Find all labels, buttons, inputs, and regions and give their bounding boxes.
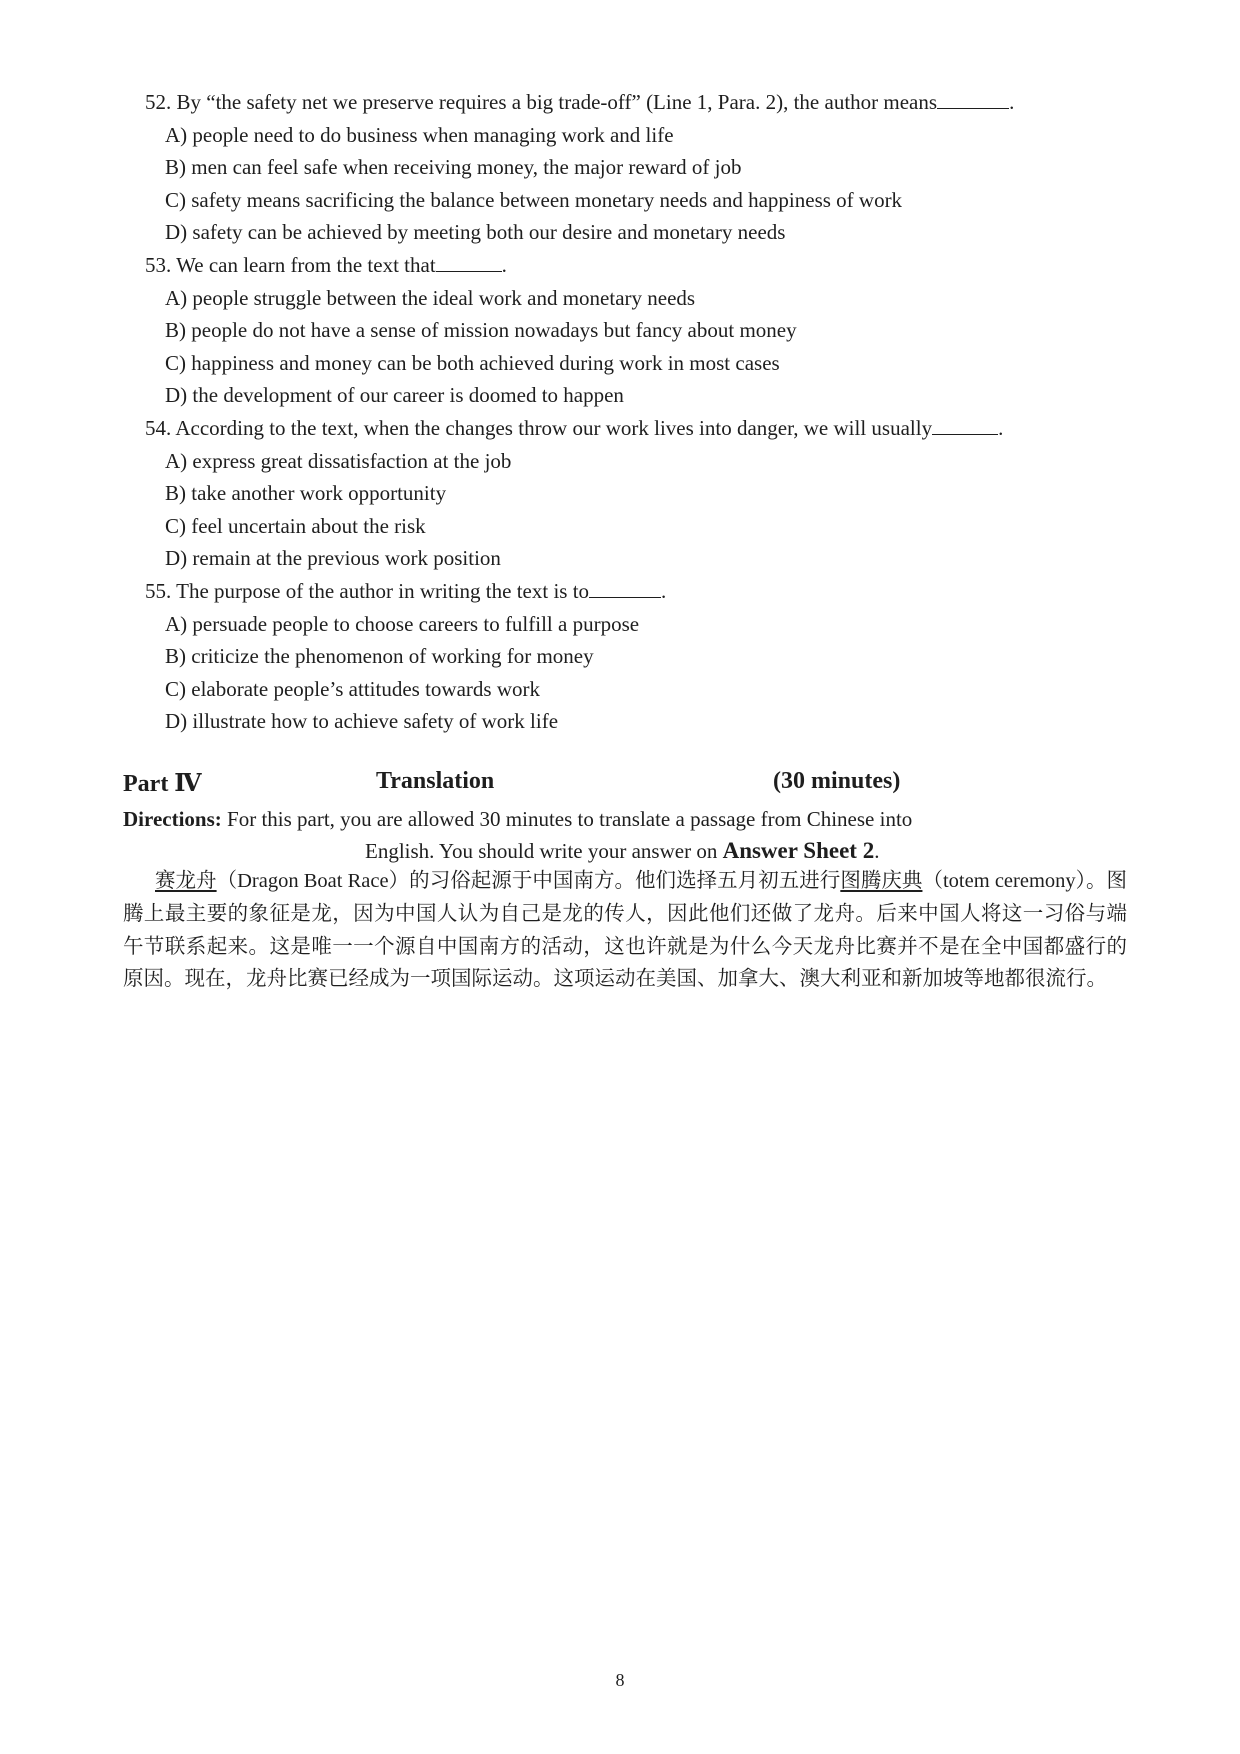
part-time: (30 minutes) [773,768,901,794]
option-a: A) people struggle between the ideal work and monetary needs [165,285,696,310]
option-d: D) safety can be achieved by meeting both our desire and monetary needs [165,220,786,245]
term-dragon-boat-race-en: （Dragon Boat Race） [216,870,410,892]
option-c: C) happiness and money can be both achieved during work in most cases [165,350,780,375]
question-stem [145,575,1135,608]
part-header [123,768,1123,802]
question-number: 53. [145,252,172,277]
passage-segment-1: 的习俗起源于中国南方。他们选择五月初五进行 [409,868,841,892]
answer-blank [589,580,661,598]
question-53 [145,249,1135,412]
option-d: D) remain at the previous work position [165,546,501,571]
option-b: B) people do not have a sense of mission nowadays but fancy about money [165,318,797,343]
option-d: D) illustrate how to achieve safety of work life [165,709,559,734]
option-b: B) men can feel safe when receiving money, the major reward of job [165,155,742,180]
option-b: B) criticize the phenomenon of working for money [165,644,594,669]
question-end: . [998,415,1004,440]
directions-label: Directions: [123,807,222,831]
question-stem [145,412,1135,445]
question-stem [145,86,1135,119]
question-end: . [501,252,507,277]
option-a: A) express great dissatisfaction at the job [165,448,512,473]
directions [123,803,1123,867]
question-text: According to the text, when the changes throw our work lives into danger, we will usually [171,415,933,440]
option-c: C) feel uncertain about the risk [165,513,426,538]
answer-blank [937,91,1009,109]
answer-sheet-ref: Answer Sheet 2 [722,838,875,863]
option-b: B) take another work opportunity [165,481,447,506]
option-a: A) people need to do business when managing work and life [165,122,674,147]
part-title: Translation [376,768,495,794]
question-text: We can learn from the text that [171,252,436,277]
answer-blank [436,254,502,272]
directions-line-2 [123,835,1123,867]
question-text: By “the safety net we preserve requires a big trade-off” (Line 1, Para. 2), the author means [171,90,938,114]
question-list [145,86,1135,738]
option-d: D) the development of our career is doomed to happen [165,383,624,408]
part-label: Part Ⅳ [123,771,202,797]
option-c: C) elaborate people’s attitudes towards work [165,676,540,701]
directions-text-2: English. You should write your answer on [365,839,723,863]
directions-line-1 [123,803,1123,835]
question-text: The purpose of the author in writing the text is to [171,578,590,603]
question-52 [145,86,1135,249]
directions-text: For this part, you are allowed 30 minutes to translate a passage from Chinese into [221,807,913,831]
question-54 [145,412,1135,575]
answer-blank [932,417,998,435]
option-c: C) safety means sacrificing the balance between monetary needs and happiness of work [165,187,903,212]
question-number: 55. [145,578,172,603]
passage-segment-2: 。图腾上最主要的象征是龙，因为中国人认为自己是龙的传人，因此他们还做了龙舟。后来中国人将这一习俗与端午节联系起来。这是唯一一个源自中国南方的活动，这也许就是为什么今天龙舟比赛并不是在全中国都盛行的原因。现在，龙舟比赛已经成为一项国际运动。这项运动在美国、加拿大、澳大利亚和新加坡等地都很流行。 [123,868,1127,991]
term-totem-ceremony-en: （totem ceremony） [922,870,1086,892]
question-number: 54. [145,415,172,440]
question-end: . [661,578,667,603]
question-end: . [1009,90,1015,114]
term-totem-ceremony: 图腾庆典 [840,868,923,892]
term-dragon-boat-race: 赛龙舟 [155,868,217,892]
directions-end: . [874,839,880,863]
question-number: 52. [145,90,172,114]
translation-passage [123,864,1127,995]
page-number: 8 [615,1670,625,1690]
question-stem [145,249,1135,282]
option-a: A) persuade people to choose careers to fulfill a purpose [165,611,640,636]
question-55 [145,575,1135,738]
